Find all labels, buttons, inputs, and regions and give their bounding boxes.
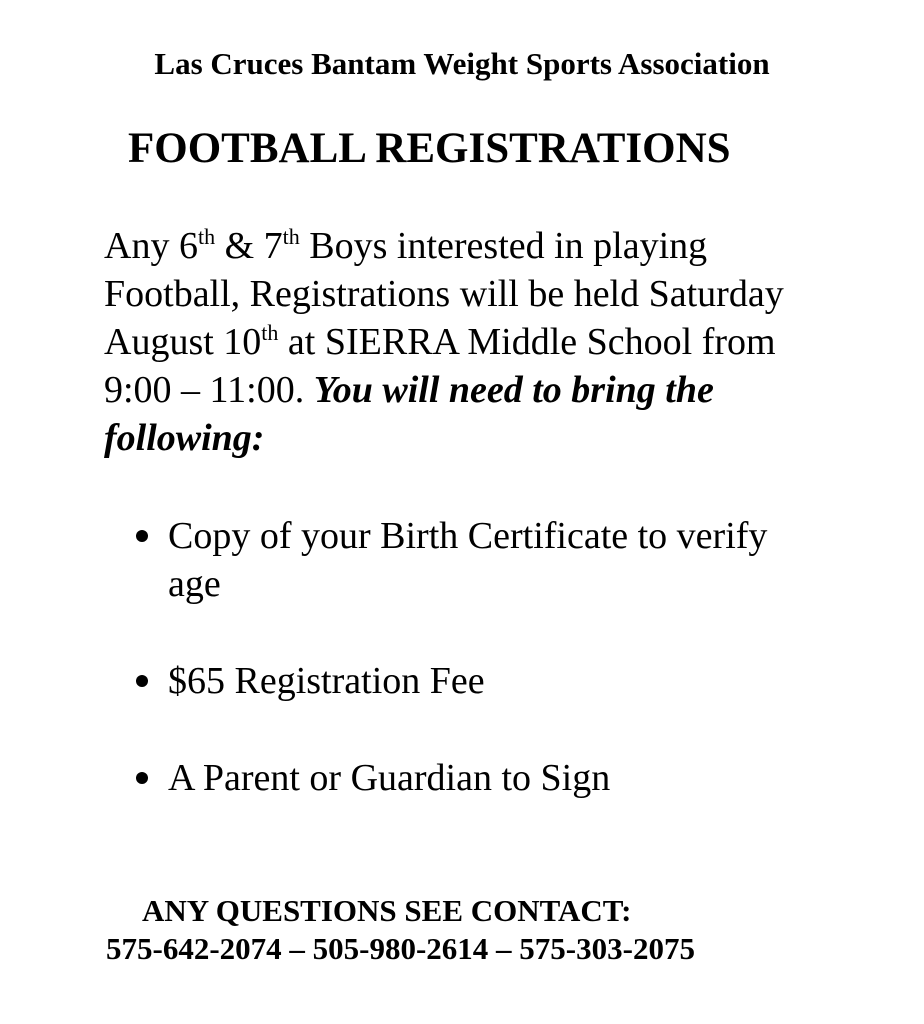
superscript: th xyxy=(197,224,216,249)
bullet-icon xyxy=(136,675,148,687)
contact-phone-numbers: 575-642-2074 – 505-980-2614 – 575-303-2075 xyxy=(106,931,695,966)
list-item: $65 Registration Fee xyxy=(136,657,856,705)
intro-line-3: August 10th at SIERRA Middle School from xyxy=(104,320,776,363)
requirements-list xyxy=(136,512,856,802)
contact-heading: ANY QUESTIONS SEE CONTACT: xyxy=(142,893,632,928)
list-item: Copy of your Birth Certificate to verify age xyxy=(136,512,856,608)
emphasis-text: You will need to bring the xyxy=(313,369,714,411)
organization-name: Las Cruces Bantam Weight Sports Association xyxy=(154,46,770,81)
page-title: FOOTBALL REGISTRATIONS xyxy=(128,125,731,172)
intro-paragraph xyxy=(104,222,884,462)
intro-line-4: 9:00 – 11:00. You will need to bring the xyxy=(104,369,714,411)
intro-line-1: Any 6th & 7th Boys interested in playing xyxy=(104,224,708,267)
superscript: th xyxy=(261,320,279,345)
bullet-icon xyxy=(136,530,148,542)
bullet-icon xyxy=(136,772,148,784)
intro-line-2: Football, Registrations will be held Saturday xyxy=(104,273,784,315)
intro-line-5: following: xyxy=(104,417,265,459)
list-item: A Parent or Guardian to Sign xyxy=(136,754,856,802)
superscript: th xyxy=(282,224,300,249)
